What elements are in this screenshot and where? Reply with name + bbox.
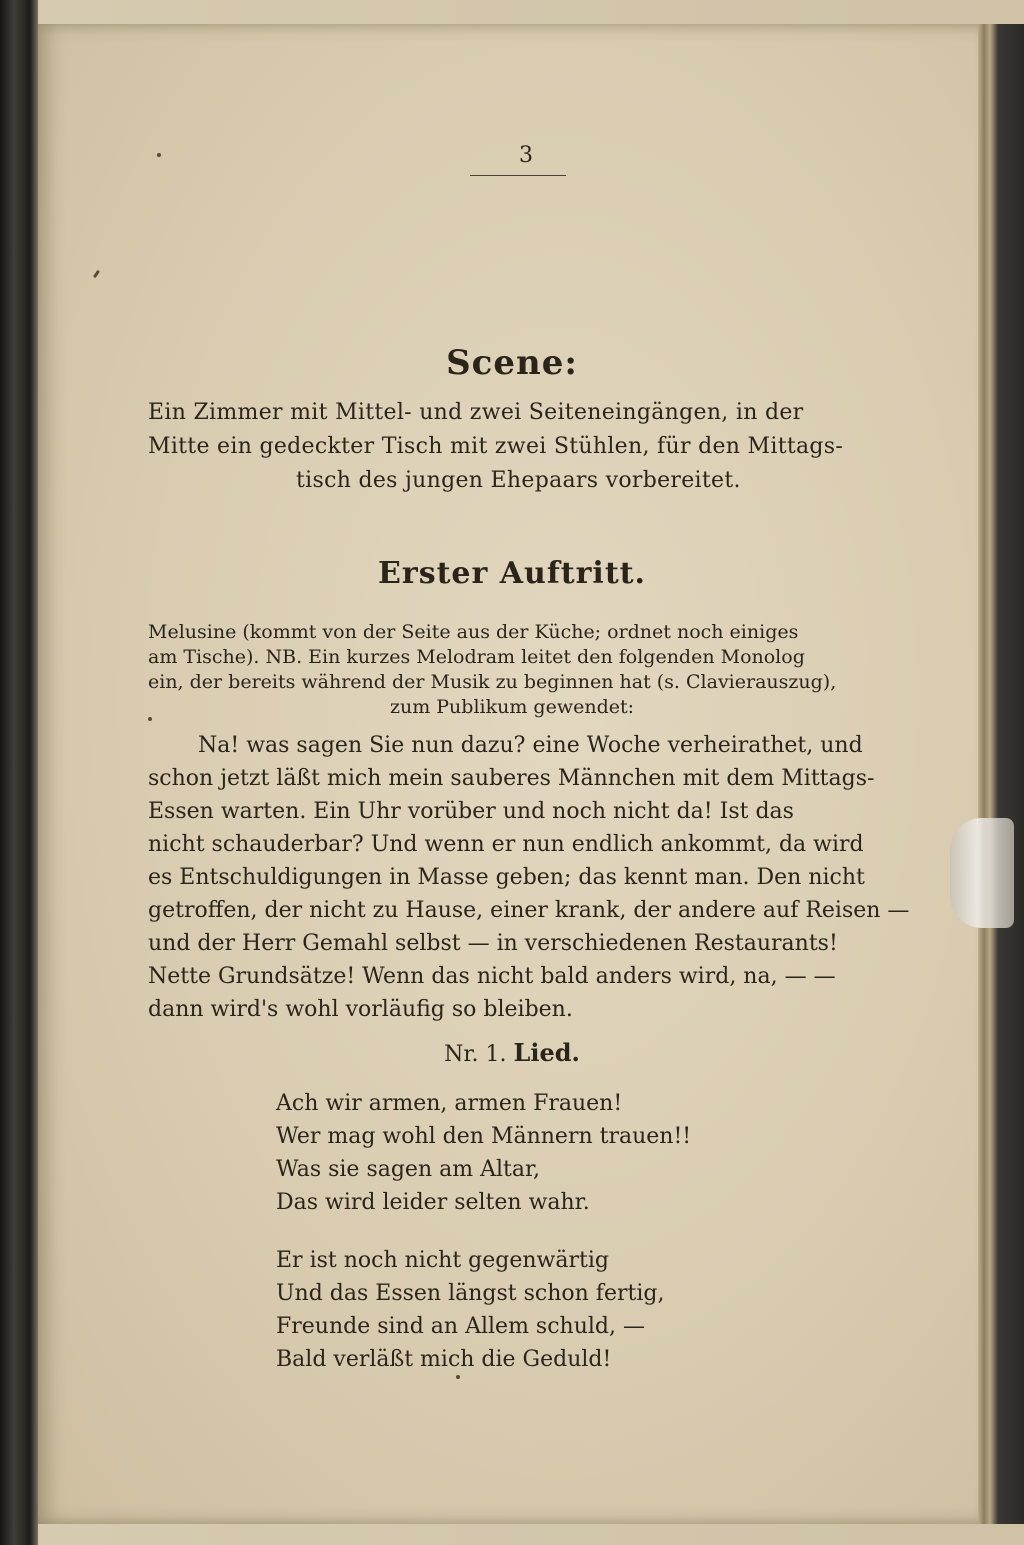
act-heading: Erster Auftritt. <box>378 556 646 591</box>
stage-direction-line: am Tische). NB. Ein kurzes Melodram leitet den folgenden Monolog <box>148 646 805 668</box>
stage-direction-line: Melusine (kommt von der Seite aus der Küche; ordnet noch einiges <box>148 621 799 643</box>
ink-spot <box>456 1375 460 1379</box>
scene-line: Mitte ein gedeckter Tisch mit zwei Stühlen, für den Mittags- <box>148 434 844 459</box>
header-rule <box>470 175 566 176</box>
scene-heading: Scene: <box>446 343 578 383</box>
verse-line: Ach wir armen, armen Frauen! <box>276 1091 623 1116</box>
right-page-edge <box>978 24 1024 1524</box>
speech-line: und der Herr Gemahl selbst — in verschiedenen Restaurants! <box>148 931 838 956</box>
left-page-edge <box>0 0 38 1545</box>
scene-line: tisch des jungen Ehepaars vorbereitet. <box>296 468 741 493</box>
speech-line: dann wird's wohl vorläufig so bleiben. <box>148 997 573 1022</box>
speech-line: es Entschuldigungen in Masse geben; das kennt man. Den nicht <box>148 865 865 890</box>
speech-line: schon jetzt läßt mich mein sauberes Männchen mit dem Mittags- <box>148 766 875 791</box>
speech-line: Na! was sagen Sie nun dazu? eine Woche verheirathet, und <box>198 733 863 758</box>
song-title <box>0 1038 1024 1067</box>
scene-line: Ein Zimmer mit Mittel- und zwei Seiteneingängen, in der <box>148 400 804 425</box>
stage-direction-line: ein, der bereits während der Musik zu beginnen hat (s. Clavierauszug), <box>148 671 837 693</box>
speech-line: getroffen, der nicht zu Hause, einer krank, der andere auf Reisen — <box>148 898 910 923</box>
verse-line: Er ist noch nicht gegenwärtig <box>276 1248 609 1273</box>
page-number: 3 <box>519 143 533 168</box>
song-name: Lied. <box>513 1038 580 1067</box>
ink-spot <box>157 153 161 157</box>
verse-line: Was sie sagen am Altar, <box>276 1157 541 1182</box>
stage-direction-line: zum Publikum gewendet: <box>389 696 635 718</box>
speech-line: Essen warten. Ein Uhr vorüber und noch nicht da! Ist das <box>148 799 794 824</box>
song-number: Nr. 1. <box>444 1042 507 1067</box>
verse-line: Und das Essen längst schon fertig, <box>276 1281 665 1306</box>
verse-line: Bald verläßt mich die Geduld! <box>276 1347 612 1372</box>
speech-line: Nette Grundsätze! Wenn das nicht bald anders wird, na, — — <box>148 964 836 989</box>
verse-line: Freunde sind an Allem schuld, — <box>276 1314 645 1339</box>
page-clip-tab <box>950 818 1014 928</box>
speech-line: nicht schauderbar? Und wenn er nun endlich ankommt, da wird <box>148 832 864 857</box>
verse-line: Wer mag wohl den Männern trauen!! <box>276 1124 692 1149</box>
verse-line: Das wird leider selten wahr. <box>276 1190 590 1215</box>
